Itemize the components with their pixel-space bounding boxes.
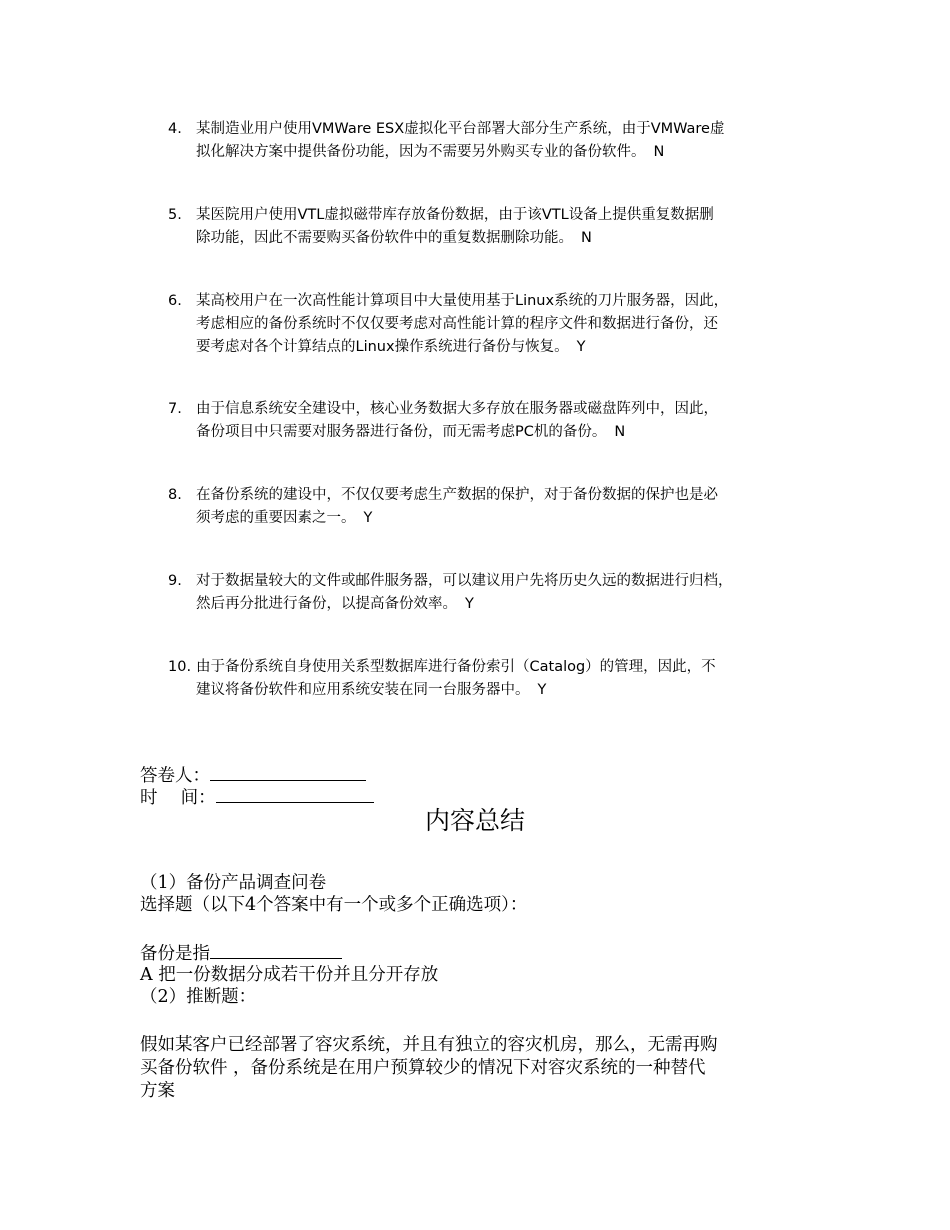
backup-question-blank (210, 942, 342, 959)
question-text-line: 考虑相应的备份系统时不仅仅要考虑对高性能计算的程序文件和数据进行备份，还 (196, 316, 718, 332)
question-5 (168, 204, 813, 250)
question-text-line: 由于信息系统安全建设中，核心业务数据大多存放在服务器或磁盘阵列中，因此， (196, 401, 718, 417)
question-text-line: 对于数据量较大的文件或邮件服务器，可以建议用户先将历史久远的数据进行归档， (196, 573, 733, 589)
question-9 (168, 570, 813, 616)
question-number: 5. (168, 207, 182, 223)
question-text-line: 在备份系统的建设中，不仅仅要考虑生产数据的保护，对于备份数据的保护也是必 (196, 487, 718, 503)
question-text-line: 某医院用户使用VTL虚拟磁带库存放备份数据，由于该VTL设备上提供重复数据删 (196, 207, 714, 223)
question-number: 8. (168, 487, 182, 503)
section-1-heading: （1）备份产品调查问卷 (140, 873, 327, 893)
question-number: 4. (168, 121, 182, 137)
question-text-line: 由于备份系统自身使用关系型数据库进行备份索引（Catalog）的管理，因此，不 (196, 659, 716, 675)
question-7 (168, 398, 813, 444)
question-text-line: 须考虑的重要因素之一。 (196, 510, 356, 526)
question-answer: Y (465, 596, 474, 612)
question-8 (168, 484, 813, 530)
respondent-label: 答卷人： (140, 766, 210, 786)
backup-question (140, 942, 342, 965)
respondent-line (140, 764, 366, 787)
question-10 (168, 656, 813, 702)
question-number: 10. (168, 659, 192, 675)
question-answer: Y (576, 339, 586, 355)
question-number: 6. (168, 293, 182, 309)
question-text-line: 某制造业用户使用VMWare ESX虚拟化平台部署大部分生产系统，由于VMWare虚 (196, 121, 725, 137)
question-text-line: 要考虑对各个计算结点的Linux操作系统进行备份与恢复。 (196, 339, 569, 355)
question-text-line: 除功能，因此不需要购买备份软件中的重复数据删除功能。 (196, 230, 573, 246)
question-answer: N (581, 230, 592, 246)
option-a: A 把一份数据分成若干份并且分开存放 (140, 965, 439, 985)
question-text-line: 建议将备份软件和应用系统安装在同一台服务器中。 (196, 682, 530, 698)
question-answer: N (653, 144, 665, 160)
question-text-line: 然后再分批进行备份，以提高备份效率。 (196, 596, 457, 612)
question-text-line: 某高校用户在一次高性能计算项目中大量使用基于Linux系统的刀片服务器，因此， (196, 293, 729, 309)
question-text-line: 拟化解决方案中提供备份功能，因为不需要另外购买专业的备份软件。 (196, 144, 646, 160)
paragraph-line: 买备份软件 ，备份系统是在用户预算较少的情况下对容灾系统的一种替代 (140, 1058, 706, 1078)
backup-question-text: 备份是指 (140, 944, 210, 964)
question-number: 9. (168, 573, 182, 589)
respondent-blank (210, 764, 366, 781)
question-number: 7. (168, 401, 182, 417)
question-answer: N (614, 424, 626, 440)
paragraph-line: 假如某客户已经部署了容灾系统，并且有独立的容灾机房，那么，无需再购 (140, 1035, 718, 1055)
question-answer: Y (363, 510, 373, 526)
question-answer: Y (537, 682, 547, 698)
question-4 (168, 118, 813, 164)
paragraph-line: 方案 (140, 1081, 175, 1101)
summary-title: 内容总结 (424, 806, 525, 835)
section-2-heading: （2）推断题： (140, 987, 257, 1007)
time-blank (216, 786, 374, 803)
question-text-line: 备份项目中只需要对服务器进行备份，而无需考虑PC机的备份。 (196, 424, 607, 440)
question-6 (168, 290, 813, 359)
time-label: 时 间： (140, 788, 216, 808)
choice-heading: 选择题（以下4个答案中有一个或多个正确选项）： (140, 895, 528, 915)
